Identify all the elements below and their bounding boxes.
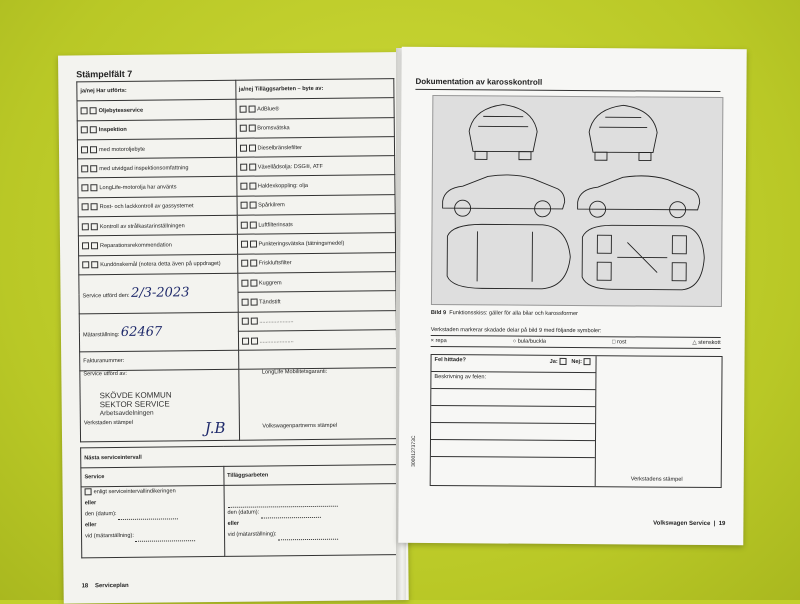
checkbox[interactable] — [91, 242, 98, 249]
form-row: ...................... — [238, 329, 397, 350]
checkbox[interactable] — [240, 241, 247, 248]
workshop-stamp-label: Verkstadens stämpel — [630, 476, 683, 483]
form-row: Haldexkoppling: olja — [236, 175, 395, 196]
description-line[interactable] — [431, 423, 595, 441]
page-footer-right: Volkswagen Service | 19 — [653, 520, 726, 528]
checkbox[interactable] — [81, 107, 88, 114]
checkbox[interactable] — [240, 202, 247, 209]
description-label: Beskrivning av felen: — [431, 372, 595, 390]
description-line[interactable] — [431, 440, 595, 458]
form-row: Bromsvätska — [236, 117, 395, 138]
col2-header: ja/nej Tilläggsarbeten – byte av: — [235, 79, 394, 100]
page-title: Dokumentation av karosskontroll — [415, 77, 720, 92]
description-line[interactable] — [431, 406, 595, 424]
checkbox[interactable] — [82, 223, 89, 230]
checkbox[interactable] — [82, 242, 89, 249]
checkbox[interactable] — [249, 202, 256, 209]
form-row: Reparationsrekommendation — [78, 235, 237, 256]
checkbox[interactable] — [81, 146, 88, 153]
checkbox[interactable] — [248, 144, 255, 151]
error-description-column: Fel hittade? Ja: Nej: Beskrivning av felen: — [431, 355, 597, 486]
checkbox[interactable] — [250, 337, 257, 344]
next-service-table — [80, 445, 399, 559]
checkbox[interactable] — [250, 298, 257, 305]
service-form-table — [76, 78, 398, 443]
checkbox[interactable] — [239, 125, 246, 132]
checkbox[interactable] — [82, 262, 89, 269]
right-page — [398, 47, 746, 545]
checkbox[interactable] — [250, 260, 257, 267]
form-row: Friskluftsfilter — [237, 252, 396, 273]
checkbox[interactable] — [250, 318, 257, 325]
checkbox[interactable] — [91, 204, 98, 211]
left-page — [58, 52, 409, 604]
checkbox[interactable] — [241, 260, 248, 267]
checkbox[interactable] — [90, 107, 97, 114]
form-row: med motoroljebyte — [77, 138, 236, 159]
col1-header: ja/nej Har utförts: — [77, 80, 236, 101]
workshop-stamp: SKÖVDE KOMMUN SEKTOR SERVICE Arbetsavdelningen — [99, 390, 172, 418]
form-row: AdBlue® — [235, 98, 394, 119]
document-code: 3000127373C — [410, 435, 418, 467]
form-row: Växellådsolja: DSG®, ATF — [236, 156, 395, 177]
checkbox[interactable] — [90, 184, 97, 191]
no-checkbox[interactable] — [584, 358, 591, 365]
stamp-field-title: Stämpelfält 7 — [76, 68, 133, 80]
next-addwork-header: Tilläggsarbeten — [223, 464, 398, 485]
checkbox[interactable] — [91, 223, 98, 230]
checkbox[interactable] — [81, 127, 88, 134]
signature: J.B — [204, 419, 226, 438]
checkbox[interactable] — [240, 163, 247, 170]
next-service-header: Service — [81, 466, 224, 487]
checkbox[interactable] — [239, 106, 246, 113]
checkbox[interactable] — [90, 165, 97, 172]
checkbox[interactable] — [241, 279, 248, 286]
form-row: Inspektion — [77, 119, 236, 140]
checkbox[interactable] — [81, 165, 88, 172]
service-date-handwritten[interactable]: 2/3-2023 — [130, 285, 190, 302]
next-service-cell: enligt serviceintervallindikeringen eller den (datum): eller vid (mätarställning): — [81, 485, 224, 557]
checkbox[interactable] — [91, 262, 98, 269]
partner-stamp-cell: LongLife Mobilitetsgaranti: Volkswagenpartnerns stämpel — [238, 368, 397, 441]
mileage-cell: Mätarställning: 62467 — [79, 312, 238, 352]
symbol-rust: □ rost — [612, 339, 627, 346]
mileage-handwritten[interactable]: 62467 — [120, 324, 163, 340]
checkbox[interactable] — [90, 126, 97, 133]
checkbox[interactable] — [249, 163, 256, 170]
car-outline-sketch — [432, 96, 722, 306]
next-addwork-cell: den (datum): eller vid (mätarställning): — [224, 484, 399, 557]
checkbox[interactable] — [249, 241, 256, 248]
checkbox[interactable] — [248, 125, 255, 132]
checkbox[interactable] — [240, 183, 247, 190]
yes-checkbox[interactable] — [559, 358, 566, 365]
form-row: Rost- och lackkontroll av gassystemet — [78, 196, 237, 217]
checkbox[interactable] — [85, 488, 92, 495]
symbol-scratch: × repa — [430, 338, 447, 345]
next-service-title: Nästa serviceintervall — [81, 445, 398, 468]
stamp-field — [76, 62, 399, 558]
form-row: LongLife-motorolja har använts — [78, 177, 237, 198]
form-row: Punkteringsvätska (tätningsmedel) — [237, 233, 396, 254]
service-date-cell: Service utförd den: 2/3-2023 — [79, 273, 238, 313]
invoice-cell[interactable]: Fakturanummer: — [80, 350, 239, 371]
description-line[interactable] — [431, 389, 595, 407]
damage-symbols: Verkstaden markerar skadade delar på bild 9 med följande symboler: × repa ○ bula/buckla □ rost △ stenskott — [431, 327, 721, 349]
checkbox[interactable] — [248, 105, 255, 112]
page-footer-left: 18 Serviceplan — [81, 582, 129, 590]
checkbox[interactable] — [82, 204, 89, 211]
checkbox[interactable] — [241, 299, 248, 306]
checkbox[interactable] — [81, 184, 88, 191]
error-found-box — [430, 354, 723, 488]
symbol-stone-chip: △ stenskott — [692, 339, 721, 347]
checkbox[interactable] — [240, 221, 247, 228]
description-line[interactable] — [431, 457, 595, 475]
form-row: Kundönskemål (notera detta även på uppdraget) — [79, 254, 238, 275]
checkbox[interactable] — [249, 183, 256, 190]
checkbox[interactable] — [250, 279, 257, 286]
form-row: Tändstift — [238, 291, 397, 312]
symbol-dent: ○ bula/buckla — [512, 338, 547, 345]
form-row: Kuggrem — [237, 272, 396, 293]
form-row: Kontroll av strålkastarinställningen — [78, 215, 237, 236]
checkbox[interactable] — [241, 337, 248, 344]
form-row: ...................... — [238, 310, 397, 331]
form-row: Spårkilrem — [236, 194, 395, 215]
checkbox[interactable] — [249, 221, 256, 228]
figure-caption: Bild 9 Funktionsskiss: gäller för alla bilar och karossformer — [430, 310, 578, 318]
form-row: Oljebytesservice — [77, 100, 236, 121]
form-row: Dieselbränslefilter — [236, 136, 395, 157]
form-row: Luftfilterinsats — [237, 214, 396, 235]
workshop-stamp-cell: Service utförd av: SKÖVDE KOMMUN SEKTOR SERVICE Arbetsavdelningen Verkstaden stämpel J.B — [80, 370, 239, 443]
checkbox[interactable] — [241, 318, 248, 325]
checkbox[interactable] — [239, 144, 246, 151]
empty-cell — [238, 349, 397, 370]
checkbox[interactable] — [90, 146, 97, 153]
form-row: med utvidgad inspektionsomfattning — [78, 157, 237, 178]
car-body-diagram — [431, 95, 723, 307]
